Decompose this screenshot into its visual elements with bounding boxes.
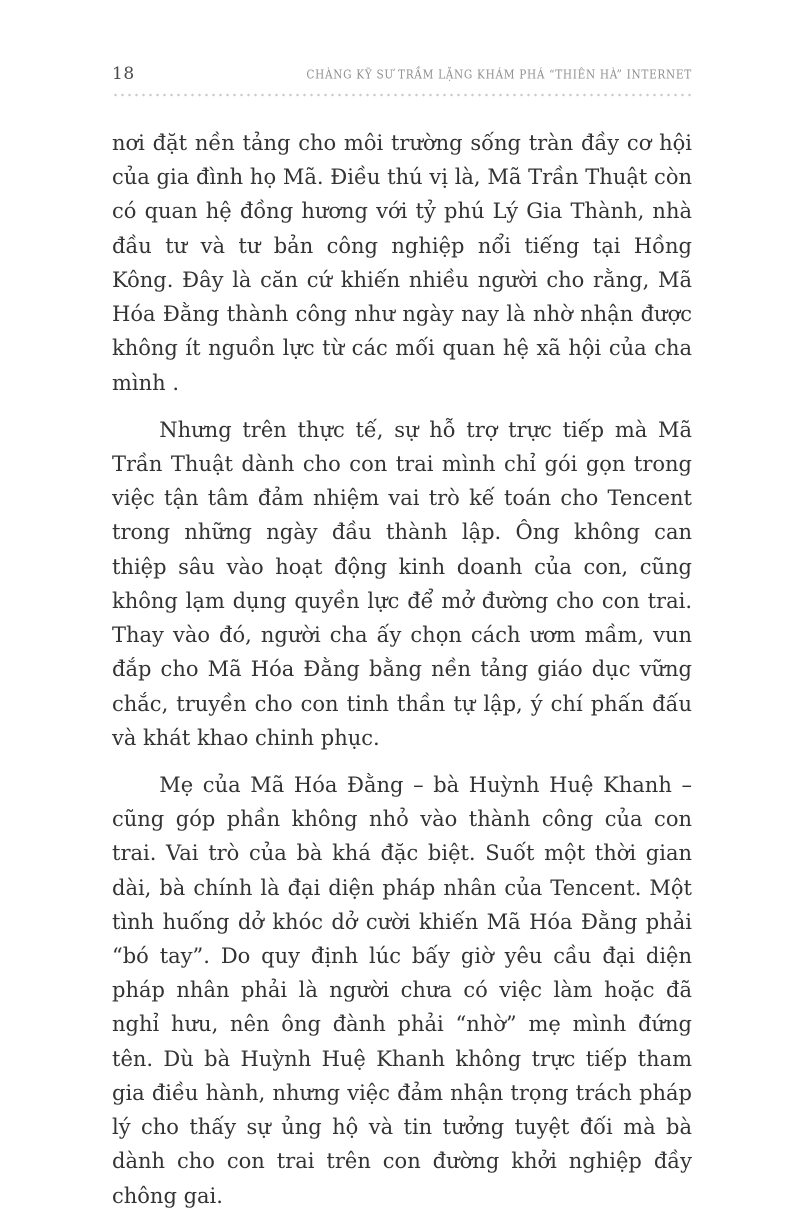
- page-header: [112, 64, 692, 84]
- page-body: [112, 126, 692, 1213]
- running-title: CHÀNG KỸ SƯ TRẦM LẶNG KHÁM PHÁ “THIÊN HÀ” INTERNET: [306, 68, 692, 82]
- paragraph-2: Nhưng trên thực tế, sự hỗ trợ trực tiếp mà Mã Trần Thuật dành cho con trai mình chỉ gói gọn trong việc tận tâm đảm nhiệm vai trò kế toán cho Tencent trong những ngày đầu thành lập. Ông không can thiệp sâu vào hoạt động kinh doanh của con, cũng không lạm dụng quyền lực để mở đường cho con trai. Thay vào đó, người cha ấy chọn cách ươm mầm, vun đắp cho Mã Hóa Đằng bằng nền tảng giáo dục vững chắc, truyền cho con tinh thần tự lập, ý chí phấn đấu và khát khao chinh phục.: [112, 417, 692, 750]
- page-number: 18: [112, 64, 135, 84]
- paragraph-3: Mẹ của Mã Hóa Đằng – bà Huỳnh Huệ Khanh – cũng góp phần không nhỏ vào thành công của con trai. Vai trò của bà khá đặc biệt. Suốt một thời gian dài, bà chính là đại diện pháp nhân của Tencent. Một tình huống dở khóc dở cười khiến Mã Hóa Đằng phải “bó tay”. Do quy định lúc bấy giờ yêu cầu đại diện pháp nhân phải là người chưa có việc làm hoặc đã nghỉ hưu, nên ông đành phải “nhờ” mẹ mình đứng tên. Dù bà Huỳnh Huệ Khanh không trực tiếp tham gia điều hành, nhưng việc đảm nhận trọng trách pháp lý cho thấy sự ủng hộ và tin tưởng tuyệt đối mà bà dành cho con trai trên con đường khởi nghiệp đầy chông gai.: [112, 772, 692, 1208]
- header-dotted-rule: [112, 93, 692, 97]
- paragraph-1: nơi đặt nền tảng cho môi trường sống tràn đầy cơ hội của gia đình họ Mã. Điều thú vị là, Mã Trần Thuật còn có quan hệ đồng hương với tỷ phú Lý Gia Thành, nhà đầu tư và tư bản công nghiệp nổi tiếng tại Hồng Kông. Đây là căn cứ khiến nhiều người cho rằng, Mã Hóa Đằng thành công như ngày nay là nhờ nhận được không ít nguồn lực từ các mối quan hệ xã hội của cha mình .: [112, 131, 692, 395]
